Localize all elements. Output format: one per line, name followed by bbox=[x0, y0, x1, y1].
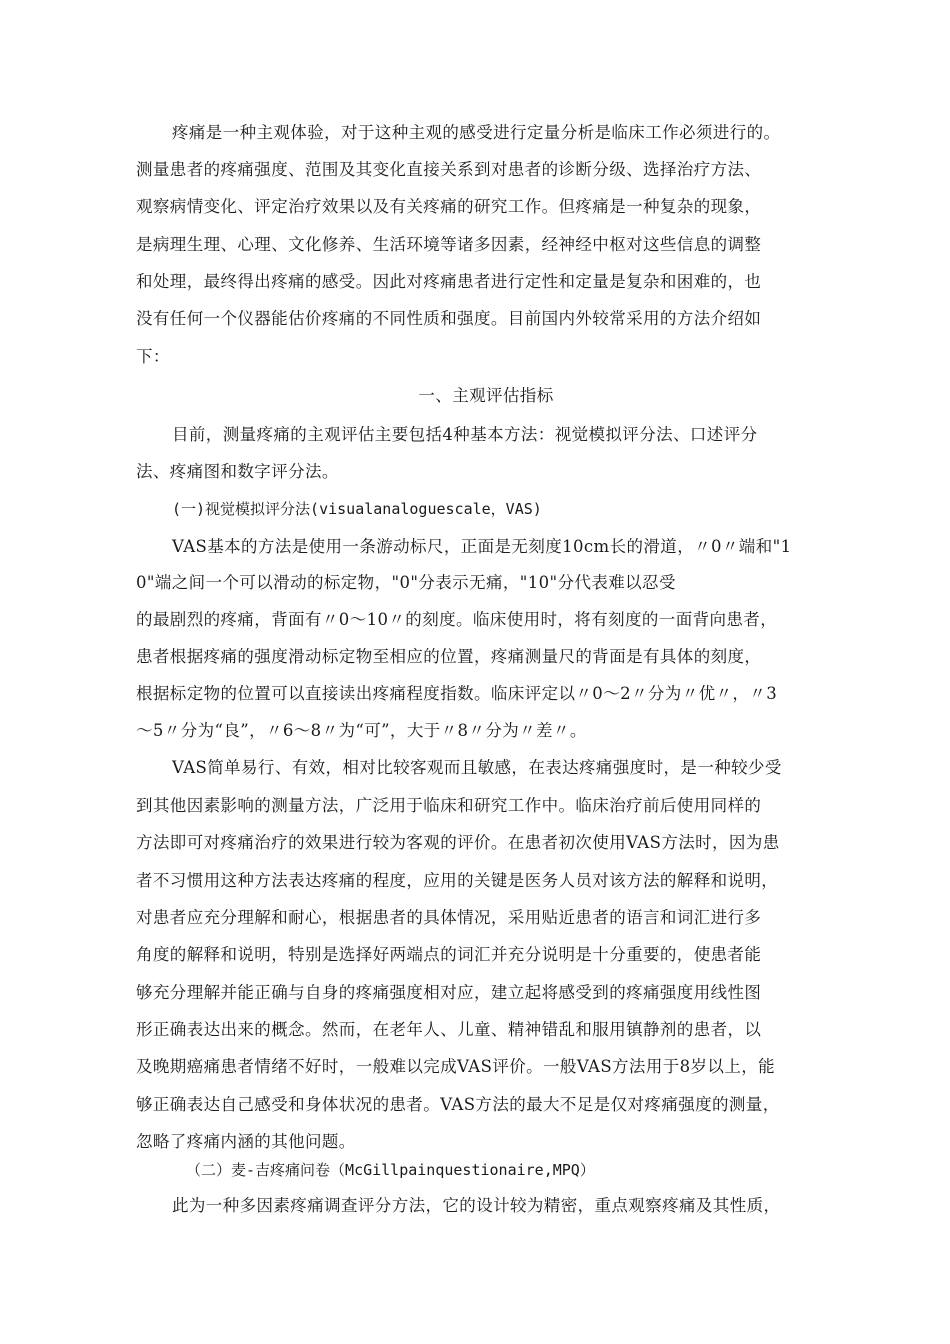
intro-line-4: 是病理生理、心理、文化修养、生活环境等诸多因素，经神经中枢对这些信息的调整 bbox=[136, 235, 762, 254]
vas-para2-line-5: 对患者应充分理解和耐心，根据患者的具体情况，采用贴近患者的语言和词汇进行多 bbox=[136, 908, 762, 927]
intro-line-5: 和处理，最终得出疼痛的感受。因此对疼痛患者进行定性和定量是复杂和困难的，也 bbox=[136, 272, 762, 291]
section-para-line-1: 目前，测量疼痛的主观评估主要包括4种基本方法：视觉模拟评分法、口述评分 bbox=[172, 425, 758, 444]
vas-para1-line-1: VAS基本的方法是使用一条游动标尺，正面是无刻度10cm长的滑道，〃0〃端和"1 bbox=[172, 537, 792, 556]
vas-para2-line-3: 方法即可对疼痛治疗的效果进行较为客观的评价。在患者初次使用VAS方法时，因为患 bbox=[136, 833, 780, 852]
vas-para1-line-6: ～5〃分为“良”，〃6～8〃为“可”，大于〃8〃分为〃差〃。 bbox=[136, 721, 587, 740]
vas-para1-line-4: 患者根据疼痛的强度滑动标定物至相应的位置，疼痛测量尺的背面是有具体的刻度， bbox=[136, 647, 762, 666]
vas-para1-line-5: 根据标定物的位置可以直接读出疼痛程度指数。临床评定以〃0～2〃分为〃优〃，〃3 bbox=[136, 684, 778, 703]
vas-para2-line-9: 及晚期癌痛患者情绪不好时，一般难以完成VAS评价。一般VAS方法用于8岁以上，能 bbox=[136, 1057, 776, 1076]
section-para-line-2: 法、疼痛图和数字评分法。 bbox=[136, 462, 339, 481]
intro-line-3: 观察病情变化、评定治疗效果以及有关疼痛的研究工作。但疼痛是一种复杂的现象， bbox=[136, 197, 762, 216]
vas-para2-line-8: 形正确表达出来的概念。然而，在老年人、儿童、精神错乱和服用镇静剂的患者，以 bbox=[136, 1020, 762, 1039]
vas-para1-line-3: 的最剧烈的疼痛，背面有〃0～10〃的刻度。临床使用时，将有刻度的一面背向患者， bbox=[136, 610, 778, 629]
vas-para2-line-2: 到其他因素影响的测量方法，广泛用于临床和研究工作中。临床治疗前后使用同样的 bbox=[136, 796, 762, 815]
intro-line-2: 测量患者的疼痛强度、范围及其变化直接关系到对患者的诊断分级、选择治疗方法、 bbox=[136, 160, 762, 179]
intro-line-1: 疼痛是一种主观体验，对于这种主观的感受进行定量分析是临床工作必须进行的。 bbox=[172, 123, 781, 142]
vas-para2-line-6: 角度的解释和说明，特别是选择好两端点的词汇并充分说明是十分重要的，使患者能 bbox=[136, 945, 762, 964]
vas-para2-line-1: VAS简单易行、有效，相对比较客观而且敏感，在表达疼痛强度时，是一种较少受 bbox=[172, 758, 782, 777]
vas-para2-line-10: 够正确表达自己感受和身体状况的患者。VAS方法的最大不足是仅对疼痛强度的测量， bbox=[136, 1095, 780, 1114]
vas-para1-line-2: 0"端之间一个可以滑动的标定物，"0"分表示无痛，"10"分代表难以忍受 bbox=[136, 573, 676, 592]
section-title: 一、主观评估指标 bbox=[418, 386, 554, 405]
subheading-mpq: （二）麦-吉疼痛问卷（McGillpainquestionaire,MPQ） bbox=[186, 1161, 595, 1179]
mpq-para-line-1: 此为一种多因素疼痛调查评分方法，它的设计较为精密，重点观察疼痛及其性质， bbox=[172, 1196, 781, 1215]
intro-line-7: 下： bbox=[136, 347, 170, 366]
vas-para2-line-11: 忽略了疼痛内涵的其他问题。 bbox=[136, 1132, 356, 1151]
subheading-vas: (一)视觉模拟评分法(visualanaloguescale，VAS) bbox=[172, 500, 542, 518]
vas-para2-line-7: 够充分理解并能正确与自身的疼痛强度相对应，建立起将感受到的疼痛强度用线性图 bbox=[136, 983, 762, 1002]
intro-line-6: 没有任何一个仪器能估价疼痛的不同性质和强度。目前国内外较常采用的方法介绍如 bbox=[136, 309, 762, 328]
vas-para2-line-4: 者不习惯用这种方法表达疼痛的程度，应用的关键是医务人员对该方法的解释和说明， bbox=[136, 871, 779, 890]
